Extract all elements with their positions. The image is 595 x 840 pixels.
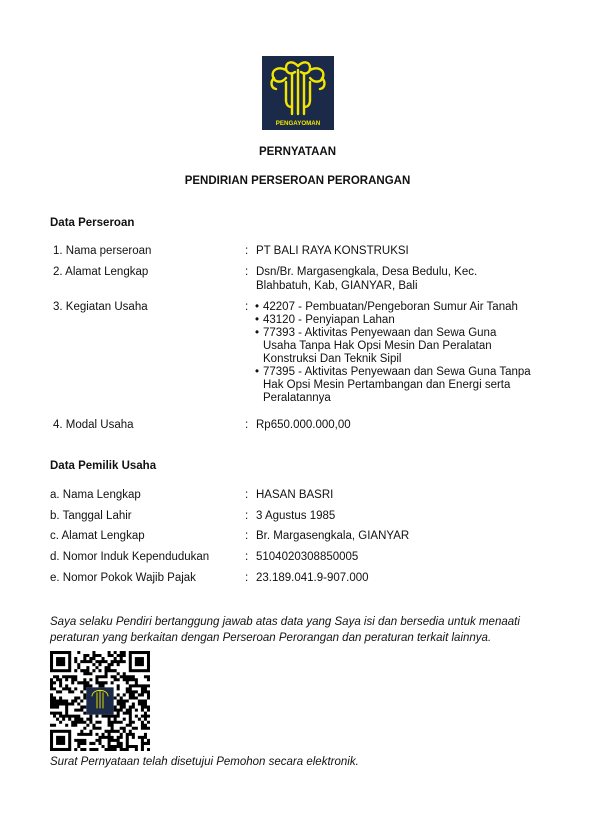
value-alamat-pemilik: Br. Margasengkala, GIANYAR xyxy=(256,530,410,542)
kegiatan-item-line: 77393 - Aktivitas Penyewaan dan Sewa Guna xyxy=(263,327,497,339)
kegiatan-item xyxy=(253,314,553,327)
bullet-icon: • xyxy=(255,301,260,313)
value-tanggal-lahir: 3 Agustus 1985 xyxy=(256,510,336,522)
kegiatan-item-line: 42207 - Pembuatan/Pengeboran Sumur Air Tanah xyxy=(263,301,518,313)
value-nama-perseroan: PT BALI RAYA KONSTRUKSI xyxy=(256,245,409,257)
kegiatan-item-line: Hak Opsi Mesin Pertambangan dan Energi serta xyxy=(263,379,511,391)
document-subtitle: PENDIRIAN PERSEROAN PERORANGAN xyxy=(184,175,411,187)
kegiatan-item-line: Usaha Tanpa Hak Opsi Mesin Dan Peralatan xyxy=(263,340,492,352)
separator: : xyxy=(245,266,249,278)
bullet-icon: • xyxy=(255,366,260,378)
document-title: PERNYATAAN xyxy=(258,146,337,158)
label-tanggal-lahir: b. Tanggal Lahir xyxy=(50,510,132,522)
kegiatan-item-line: 43120 - Penyiapan Lahan xyxy=(263,314,395,326)
separator: : xyxy=(245,301,249,313)
pengayoman-emblem-icon xyxy=(262,56,334,130)
value-nik: 5104020308850005 xyxy=(256,551,359,563)
label-modal-usaha: 4. Modal Usaha xyxy=(53,419,134,431)
kegiatan-item xyxy=(253,301,553,314)
value-npwp: 23.189.041.9-907.000 xyxy=(256,572,369,584)
kegiatan-item-line: 77395 - Aktivitas Penyewaan dan Sewa Guna Tanpa xyxy=(263,366,531,378)
separator: : xyxy=(245,530,249,542)
separator: : xyxy=(245,489,249,501)
value-alamat-line-2: Blahbatuh, Kab, GIANYAR, Bali xyxy=(256,280,418,292)
kegiatan-usaha-list xyxy=(253,301,553,405)
section-title-pemilik: Data Pemilik Usaha xyxy=(50,460,157,472)
label-nama-pemilik: a. Nama Lengkap xyxy=(50,489,141,501)
kegiatan-item xyxy=(253,327,553,366)
bullet-icon: • xyxy=(255,327,260,339)
footer-text: Surat Pernyataan telah disetujui Pemohon secara elektronik. xyxy=(50,756,359,768)
value-alamat-line-1: Dsn/Br. Margasengkala, Desa Bedulu, Kec. xyxy=(256,266,478,278)
label-alamat-pemilik: c. Alamat Lengkap xyxy=(50,530,145,542)
pengayoman-logo xyxy=(262,56,334,130)
label-nik: d. Nomor Induk Kependudukan xyxy=(50,551,210,563)
value-nama-pemilik: HASAN BASRI xyxy=(256,489,334,501)
separator: : xyxy=(245,572,249,584)
statement-text: Saya selaku Pendiri bertanggung jawab atas data yang Saya isi dan bersedia untuk menaati peraturan yang berkaitan dengan Perseroan Perorangan dan peraturan terkait lainnya. xyxy=(50,616,520,644)
label-npwp: e. Nomor Pokok Wajib Pajak xyxy=(50,572,196,584)
logo-text: PENGAYOMAN xyxy=(275,120,321,127)
value-modal-usaha: Rp650.000.000,00 xyxy=(256,419,351,431)
kegiatan-item-line: Konstruksi Dan Teknik Sipil xyxy=(263,353,402,365)
label-kegiatan-usaha: 3. Kegiatan Usaha xyxy=(53,301,148,313)
label-alamat-perseroan: 2. Alamat Lengkap xyxy=(53,266,149,278)
separator: : xyxy=(245,510,249,522)
separator: : xyxy=(245,419,249,431)
qr-code xyxy=(50,651,150,751)
section-title-perseroan: Data Perseroan xyxy=(50,217,135,229)
label-nama-perseroan: 1. Nama perseroan xyxy=(53,245,152,257)
separator: : xyxy=(245,551,249,563)
separator: : xyxy=(245,245,249,257)
kegiatan-item-line: Peralatannya xyxy=(263,392,331,404)
bullet-icon: • xyxy=(255,314,260,326)
kegiatan-item xyxy=(253,366,553,405)
qr-code-icon xyxy=(50,651,150,751)
